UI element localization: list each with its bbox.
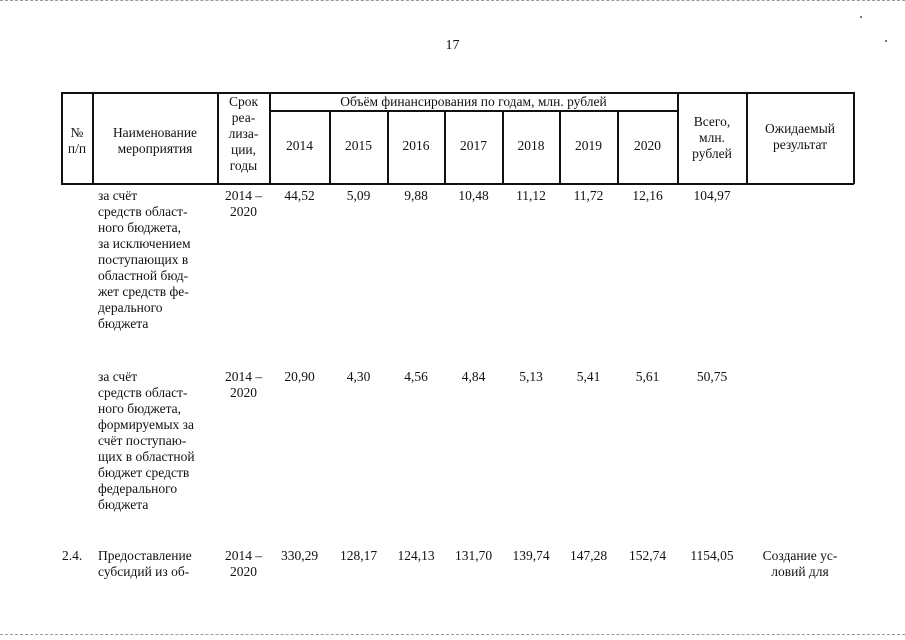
- row-term: 2014 – 2020: [224, 369, 263, 400]
- row-value: 147,28: [569, 548, 608, 563]
- row-value: 5,41: [576, 369, 601, 384]
- row-value: 124,13: [397, 548, 435, 563]
- header-year: 2019: [575, 138, 602, 153]
- header-funding-group: Объём финансирования по годам, млн. рублей: [340, 94, 607, 109]
- row-value: 12,16: [632, 188, 663, 203]
- scan-speck: [860, 16, 862, 18]
- row-term: 2014 – 2020: [224, 188, 263, 219]
- header-year: 2017: [460, 138, 487, 153]
- header-year: 2020: [634, 138, 661, 153]
- page-top-edge: [0, 0, 905, 1]
- header-year: 2015: [345, 138, 372, 153]
- row-value: 5,13: [519, 369, 543, 384]
- row-value: 44,52: [284, 188, 315, 203]
- row-value: 11,12: [516, 188, 546, 203]
- row-total: 104,97: [693, 188, 731, 203]
- row-value: 139,74: [512, 548, 550, 563]
- header-result: Ожидаемый результат: [765, 121, 835, 152]
- row-name: Предоставление субсидий из об-: [98, 548, 192, 579]
- header-bottom-border: [61, 183, 854, 185]
- row-value: 128,17: [339, 548, 378, 563]
- col-rule: [853, 92, 855, 184]
- row-total: 1154,05: [690, 548, 734, 563]
- row-value: 5,09: [346, 188, 371, 203]
- row-name: за счёт средств област- ного бюджета, формируемых за счёт поступаю- щих в областной бюджет средств федерального бюджета: [98, 369, 195, 512]
- row-name: за счёт средств област- ного бюджета, за исключением поступающих в областной бюд- жет средств фе- дерального бюджета: [98, 188, 191, 331]
- row-value: 131,70: [454, 548, 493, 563]
- row-total: 50,75: [696, 369, 728, 384]
- row-value: 4,84: [461, 369, 486, 384]
- row-value: 20,90: [284, 369, 315, 384]
- row-value: 11,72: [573, 188, 604, 203]
- header-total: Всего, млн. рублей: [692, 114, 732, 161]
- row-value: 4,56: [404, 369, 428, 384]
- header-year: 2014: [286, 138, 313, 153]
- row-value: 9,88: [404, 188, 428, 203]
- page-number: 17: [445, 38, 460, 53]
- row-num: 2.4.: [62, 548, 83, 563]
- header-name: Наименование мероприятия: [112, 125, 198, 156]
- header-num: № п/п: [67, 125, 87, 156]
- header-term: Срок реа- лиза- ции, годы: [228, 94, 259, 173]
- row-value: 5,61: [635, 369, 660, 384]
- page-bottom-edge: [0, 634, 905, 635]
- row-value: 152,74: [628, 548, 667, 563]
- row-value: 4,30: [346, 369, 371, 384]
- header-year: 2018: [517, 138, 545, 153]
- row-term: 2014 – 2020: [224, 548, 263, 579]
- row-value: 330,29: [280, 548, 319, 563]
- header-year: 2016: [402, 138, 430, 153]
- row-value: 10,48: [458, 188, 489, 203]
- row-result: Создание ус- ловий для: [762, 548, 838, 579]
